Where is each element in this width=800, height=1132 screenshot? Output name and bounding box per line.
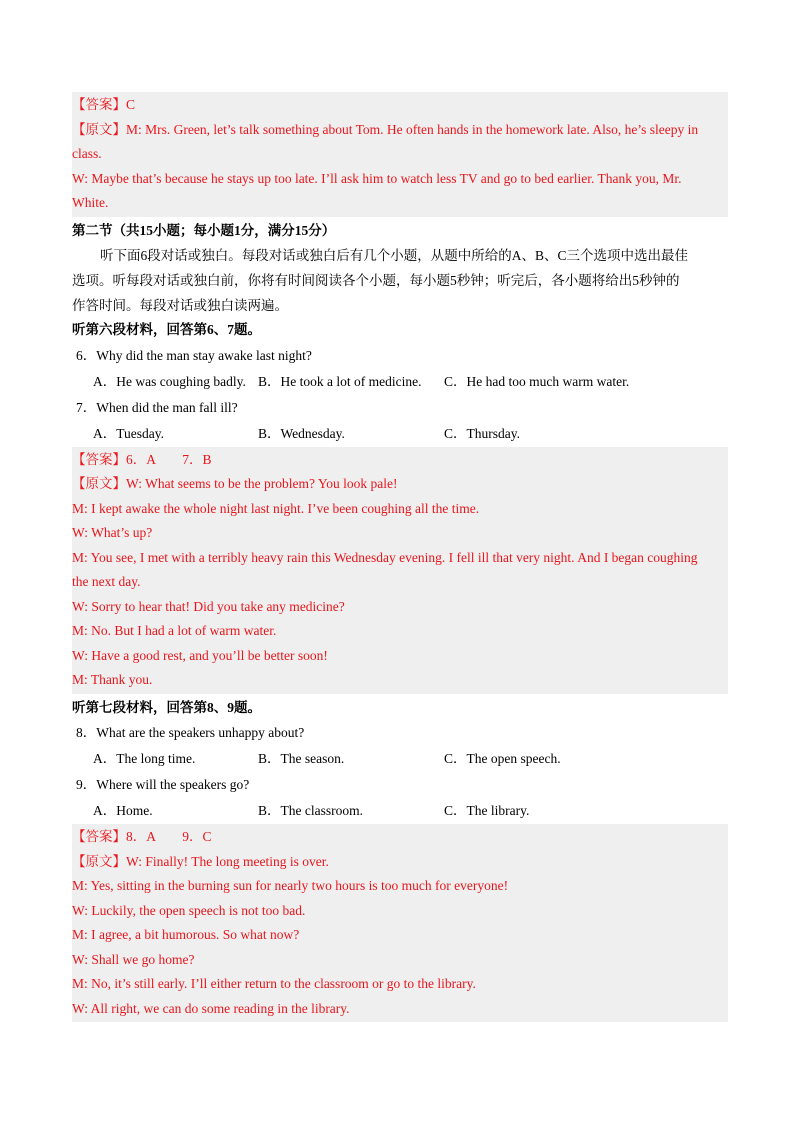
question-text: 8．What are the speakers unhappy about? [76,725,305,740]
instructions-line: 选项。听每段对话或独白前，你将有时间阅读各个小题，每小题5秒钟；听完后，各小题将给出5秒钟的 [72,273,680,288]
option-b: B．The classroom. [258,803,363,818]
option-a: A．Home. [93,803,153,818]
transcript-line: W: What’s up? [72,525,153,540]
option-c: C．The open speech. [444,751,561,766]
question-text: 7．When did the man fall ill? [76,399,238,415]
option-a: A．He was coughing badly. [93,373,246,389]
transcript-line: 【原文】W: Finally! The long meeting is over. [72,853,329,869]
answer-tag: 【答案】 [72,829,126,844]
document-page [72,92,728,1022]
transcript-line: M: Yes, sitting in the burning sun for nearly two hours is too much for everyone! [72,878,509,893]
answer-tag: 【答案】 [72,451,126,467]
transcript-line: M: I kept awake the whole night last night. I’ve been coughing all the time. [72,500,480,516]
transcript-line: the next day. [72,574,141,589]
transcript-line: White. [72,195,109,210]
instructions-line: 听下面6段对话或独白。每段对话或独白后有几个小题，从题中所给的A、B、C三个选项中选出最佳 [100,248,689,263]
source-tag: 【原文】 [72,121,126,137]
section-heading: 第二节（共15小题；每小题1分，满分15分） [72,222,336,238]
transcript-line: W: Maybe that’s because he stays up too late. I’ll ask him to watch less TV and go to bed earlier. Thank you, Mr. [72,170,682,186]
answer-value: 6．A 7．B [126,451,212,467]
option-b: B．The season. [258,751,345,766]
passage-heading: 听第七段材料，回答第8、9题。 [72,699,261,715]
source-tag: 【原文】 [72,853,126,869]
transcript-line: M: Thank you. [72,672,153,687]
answer-tag: 【答案】 [72,97,126,112]
transcript-line: M: I agree, a bit humorous. So what now? [72,927,300,942]
option-c: C．Thursday. [444,425,520,441]
transcript-line: M: No. But I had a lot of warm water. [72,623,277,638]
option-a: A．Tuesday. [93,425,165,441]
option-c: C．The library. [444,803,530,818]
source-tag: 【原文】 [72,476,126,491]
passage-heading: 听第六段材料，回答第6、7题。 [72,322,261,337]
answer-line [72,825,728,850]
question-options [72,369,728,395]
transcript-line: W: Sorry to hear that! Did you take any medicine? [72,598,345,614]
question-text: 6．Why did the man stay awake last night? [76,347,312,363]
transcript-line: W: All right, we can do some reading in the library. [72,1000,350,1016]
transcript-line: M: You see, I met with a terribly heavy rain this Wednesday evening. I fell ill that very night. And I began coughing [72,549,698,565]
transcript-line: 【原文】M: Mrs. Green, let’s talk something about Tom. He often hands in the homework late. Also, he’s sleepy in [72,121,699,137]
transcript-line: class. [72,146,102,161]
question-options [72,798,728,824]
transcript-line: 【原文】W: What seems to be the problem? You look pale! [72,476,398,491]
option-b: B．Wednesday. [258,425,345,441]
answer-value: 8．A 9．C [126,829,212,844]
answer-line [72,448,728,473]
option-c: C．He had too much warm water. [444,373,630,389]
transcript-line: W: Have a good rest, and you’ll be better soon! [72,647,328,663]
answer-line [72,93,728,118]
answer-block-3 [72,824,728,1022]
answer-block-2 [72,447,728,694]
question-options [72,421,728,447]
instructions-line: 作答时间。每段对话或独白读两遍。 [72,298,288,313]
answer-block-1 [72,92,728,217]
transcript-line: M: No, it’s still early. I’ll either return to the classroom or go to the library. [72,976,476,991]
option-a: A．The long time. [93,751,196,766]
transcript-line: W: Luckily, the open speech is not too bad. [72,902,306,918]
transcript-line: W: Shall we go home? [72,951,195,967]
question-text: 9．Where will the speakers go? [76,777,250,792]
option-b: B．He took a lot of medicine. [258,373,422,389]
question-options [72,746,728,772]
answer-value: C [126,97,136,112]
